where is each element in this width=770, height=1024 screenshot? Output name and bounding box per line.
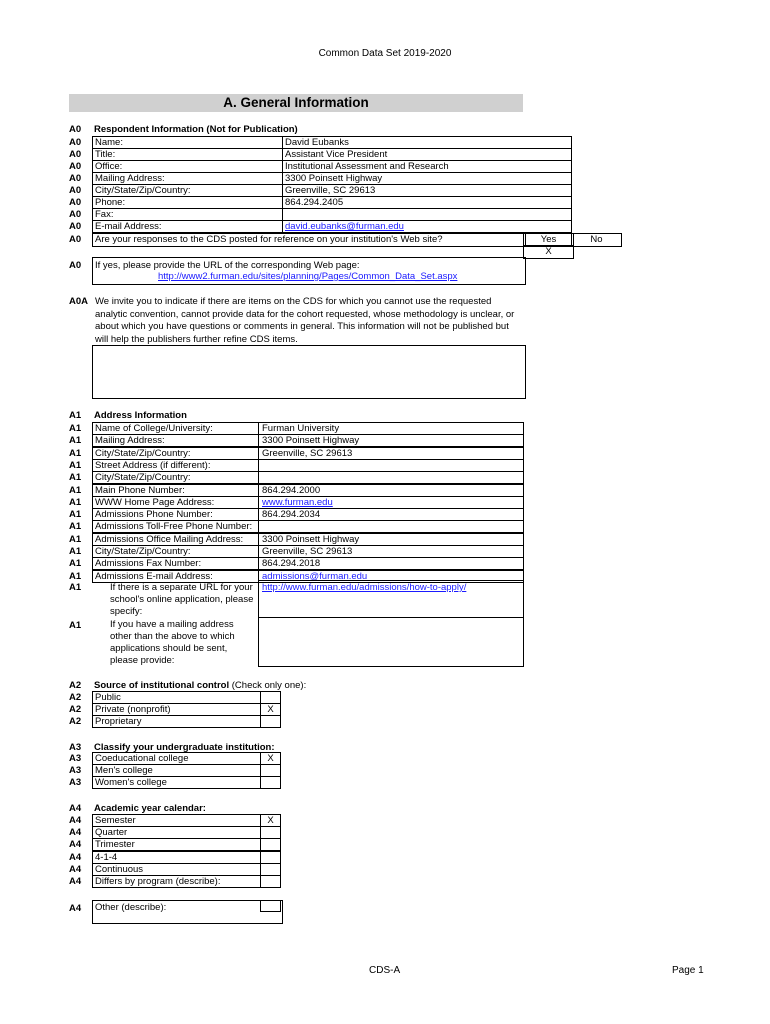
online-app-question-line: specify: <box>110 606 143 617</box>
item-code: A0 <box>69 209 82 220</box>
item-code: A4 <box>69 903 82 914</box>
item-code: A1 <box>69 447 82 459</box>
address-field-value[interactable] <box>258 459 524 472</box>
item-code: A2 <box>69 680 82 691</box>
item-code: A1 <box>69 620 82 631</box>
item-code: A0 <box>69 137 82 148</box>
item-code: A3 <box>69 765 82 777</box>
option-label: Continuous <box>92 863 261 876</box>
other-address-question-line: If you have a mailing address <box>110 619 234 630</box>
web-question: Are your responses to the CDS posted for reference on your institution's Web site? <box>95 234 443 245</box>
address-field-label: Street Address (if different): <box>92 459 259 472</box>
item-code: A1 <box>69 472 82 484</box>
option-checkbox[interactable] <box>260 863 281 876</box>
address-field-value[interactable] <box>258 520 524 533</box>
a0-heading: Respondent Information (Not for Publication) <box>94 124 298 135</box>
item-code: A3 <box>69 777 82 789</box>
cds-url-link[interactable]: http://www2.furman.edu/sites/planning/Pages/Common_Data_Set.aspx <box>158 271 458 282</box>
item-code: A2 <box>69 704 82 716</box>
option-label: Men's college <box>92 764 261 777</box>
yes-column[interactable]: Yes <box>523 233 574 247</box>
option-label: Coeducational college <box>92 752 261 765</box>
respondent-field-value[interactable]: Institutional Assessment and Research <box>282 160 572 173</box>
item-code: A4 <box>69 815 82 826</box>
a3-heading: Classify your undergraduate institution: <box>94 742 275 753</box>
respondent-field-value[interactable]: Greenville, SC 29613 <box>282 184 572 197</box>
online-app-question-line: school's online application, please <box>110 594 254 605</box>
item-code: A0 <box>69 124 82 135</box>
a0a-line: will help the publishers further refine CDS items. <box>95 333 298 345</box>
footer-center: CDS-A <box>369 965 401 976</box>
page-number: Page 1 <box>672 965 704 976</box>
option-checkbox[interactable]: X <box>260 752 281 765</box>
item-code: A0 <box>69 221 82 232</box>
item-code: A1 <box>69 509 82 521</box>
address-field-value[interactable]: Greenville, SC 29613 <box>258 447 524 460</box>
address-field-label: WWW Home Page Address: <box>92 496 259 509</box>
item-code: A1 <box>69 423 82 434</box>
address-field-value[interactable]: www.furman.edu <box>258 496 524 509</box>
item-code: A1 <box>69 533 82 545</box>
item-code: A0 <box>69 185 82 196</box>
option-checkbox[interactable]: X <box>260 703 281 716</box>
url-prompt: If yes, please provide the URL of the corresponding Web page: <box>95 260 360 271</box>
online-app-question-line: If there is a separate URL for your <box>110 582 253 593</box>
address-field-value[interactable] <box>258 471 524 484</box>
address-field-label: Admissions Fax Number: <box>92 557 259 570</box>
other-address-question-line: please provide: <box>110 655 175 666</box>
item-code: A0 <box>69 234 82 245</box>
option-checkbox[interactable] <box>260 715 281 728</box>
option-checkbox[interactable] <box>260 838 281 851</box>
item-code: A1 <box>69 496 82 508</box>
item-code: A4 <box>69 827 82 839</box>
item-code: A3 <box>69 742 82 753</box>
address-field-value[interactable]: 864.294.2034 <box>258 508 524 521</box>
item-code: A4 <box>69 803 82 814</box>
respondent-field-value[interactable]: Assistant Vice President <box>282 148 572 161</box>
option-label: Public <box>92 691 261 704</box>
option-checkbox[interactable] <box>260 691 281 704</box>
option-label: Trimester <box>92 838 261 851</box>
address-field-label: Mailing Address: <box>92 434 259 447</box>
item-code: A1 <box>69 558 82 570</box>
item-code: A3 <box>69 753 82 764</box>
respondent-field-value[interactable]: 864.294.2405 <box>282 196 572 209</box>
no-column[interactable]: No <box>571 233 622 247</box>
address-field-label: City/State/Zip/Country: <box>92 447 259 460</box>
a0a-line: about which you have questions or comments in general. This information will not be published but <box>95 321 509 332</box>
option-checkbox[interactable] <box>260 826 281 839</box>
respondent-field-label: Name: <box>92 136 283 149</box>
option-label: Women's college <box>92 776 261 789</box>
yes-mark[interactable]: X <box>523 245 574 259</box>
a0a-line: analytic convention, cannot provide data for the cohort requested, whose methodology is unclear, or <box>95 308 515 320</box>
a1-heading: Address Information <box>94 410 187 421</box>
address-field-label: City/State/Zip/Country: <box>92 471 259 484</box>
option-checkbox[interactable] <box>260 875 281 888</box>
item-code: A1 <box>69 459 82 471</box>
item-code: A0 <box>69 161 82 172</box>
respondent-field-label: Mailing Address: <box>92 172 283 185</box>
address-field-value[interactable]: admissions@furman.edu <box>258 570 524 583</box>
item-code: A1 <box>69 435 82 447</box>
a0a-line: We invite you to indicate if there are items on the CDS for which you cannot use the requested <box>95 296 492 307</box>
option-label: Quarter <box>92 826 261 839</box>
a2-heading: Source of institutional control (Check only one): <box>94 680 307 691</box>
respondent-field-label: Title: <box>92 148 283 161</box>
address-field-label: Admissions Toll-Free Phone Number: <box>92 520 259 533</box>
item-code: A0A <box>69 296 89 307</box>
other-address-question-line: applications should be sent, <box>110 643 228 654</box>
address-field-value[interactable]: 864.294.2018 <box>258 557 524 570</box>
option-checkbox[interactable] <box>260 764 281 777</box>
item-code: A4 <box>69 839 82 851</box>
address-field-value[interactable]: Furman University <box>258 422 524 435</box>
respondent-field-label: E-mail Address: <box>92 220 283 233</box>
address-field-label: City/State/Zip/Country: <box>92 545 259 558</box>
item-code: A1 <box>69 570 82 582</box>
other-checkbox[interactable] <box>260 900 281 912</box>
address-field-label: Admissions Phone Number: <box>92 508 259 521</box>
respondent-field-value[interactable]: 3300 Poinsett Highway <box>282 172 572 185</box>
item-code: A4 <box>69 863 82 875</box>
item-code: A4 <box>69 876 82 887</box>
address-field-value[interactable]: Greenville, SC 29613 <box>258 545 524 558</box>
item-code: A0 <box>69 260 82 271</box>
item-code: A2 <box>69 692 82 703</box>
other-address-box[interactable] <box>258 617 524 667</box>
respondent-field-label: Fax: <box>92 208 283 221</box>
page-header: Common Data Set 2019-2020 <box>318 48 452 59</box>
option-label: Private (nonprofit) <box>92 703 261 716</box>
item-code: A2 <box>69 716 82 728</box>
option-label: 4-1-4 <box>92 851 261 864</box>
address-field-value[interactable]: 864.294.2000 <box>258 484 524 497</box>
item-code: A1 <box>69 484 82 496</box>
other-describe-label: Other (describe): <box>95 902 167 913</box>
respondent-field-value[interactable]: David Eubanks <box>282 136 572 149</box>
option-label: Semester <box>92 814 261 827</box>
section-title: A. General Information <box>69 94 523 112</box>
option-checkbox[interactable] <box>260 776 281 789</box>
item-code: A1 <box>69 546 82 557</box>
option-checkbox[interactable] <box>260 851 281 864</box>
respondent-field-label: Phone: <box>92 196 283 209</box>
item-code: A0 <box>69 197 82 208</box>
address-field-label: Admissions Office Mailing Address: <box>92 533 259 546</box>
item-code: A0 <box>69 173 82 184</box>
other-address-question-line: other than the above to which <box>110 631 235 642</box>
respondent-field-label: Office: <box>92 160 283 173</box>
address-field-label: Admissions E-mail Address: <box>92 570 259 583</box>
address-field-value[interactable]: 3300 Poinsett Highway <box>258 533 524 546</box>
item-code: A1 <box>69 521 82 533</box>
option-checkbox[interactable]: X <box>260 814 281 827</box>
address-field-value[interactable]: 3300 Poinsett Highway <box>258 434 524 447</box>
option-label: Proprietary <box>92 715 261 728</box>
a4-heading: Academic year calendar: <box>94 803 206 814</box>
online-app-link[interactable]: http://www.furman.edu/admissions/how-to-apply/ <box>262 582 467 593</box>
respondent-field-value[interactable]: david.eubanks@furman.edu <box>282 220 572 233</box>
item-code: A1 <box>69 582 82 593</box>
item-code: A0 <box>69 149 82 160</box>
comments-box[interactable] <box>92 345 526 399</box>
item-code: A1 <box>69 410 82 421</box>
item-code: A4 <box>69 851 82 863</box>
option-label: Differs by program (describe): <box>92 875 261 888</box>
respondent-field-label: City/State/Zip/Country: <box>92 184 283 197</box>
address-field-label: Main Phone Number: <box>92 484 259 497</box>
address-field-label: Name of College/University: <box>92 422 259 435</box>
